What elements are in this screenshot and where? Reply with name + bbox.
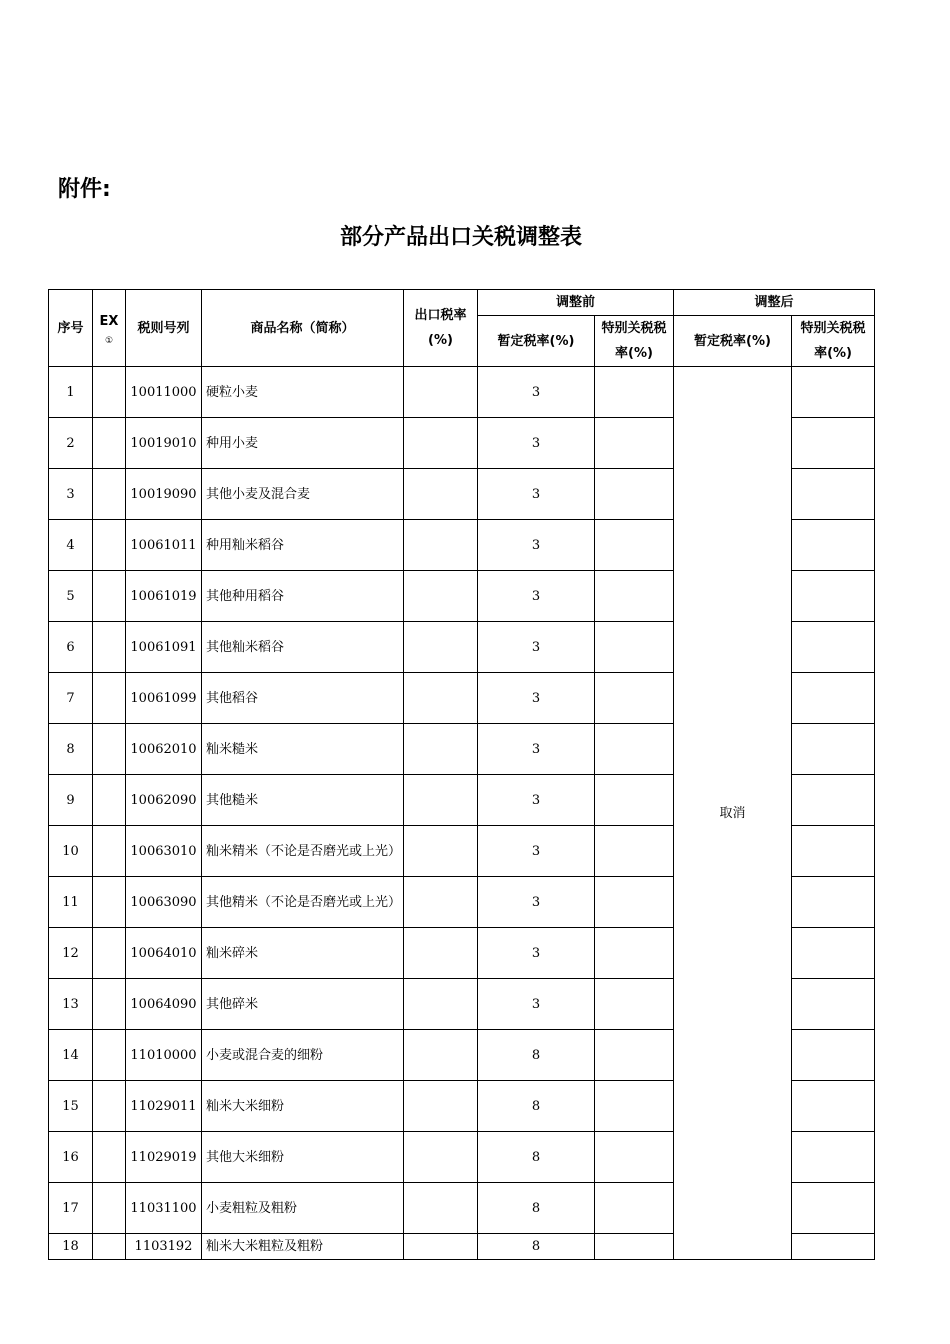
cell-export-rate <box>404 1132 478 1183</box>
cell-ex <box>93 1081 126 1132</box>
cell-ex <box>93 979 126 1030</box>
cell-ex <box>93 928 126 979</box>
cell-export-rate <box>404 877 478 928</box>
cell-export-rate <box>404 622 478 673</box>
cell-ex <box>93 826 126 877</box>
attachment-label: 附件: <box>58 177 111 202</box>
header-seq: 序号 <box>49 290 93 367</box>
cell-after-special <box>792 928 875 979</box>
header-before-special: 特别关税税率(%) <box>595 316 674 367</box>
cell-before-special <box>595 469 674 520</box>
cell-before-provisional: 8 <box>478 1234 595 1260</box>
cell-after-provisional-cancel: 取消 <box>674 367 792 1260</box>
cell-name: 其他碎米 <box>202 979 404 1030</box>
cell-seq: 8 <box>49 724 93 775</box>
cell-code: 11031100 <box>126 1183 202 1234</box>
cell-before-provisional: 3 <box>478 418 595 469</box>
cell-name: 其他大米细粉 <box>202 1132 404 1183</box>
cell-before-provisional: 3 <box>478 979 595 1030</box>
cell-export-rate <box>404 1234 478 1260</box>
cell-seq: 18 <box>49 1234 93 1260</box>
cell-after-special <box>792 724 875 775</box>
cell-before-special <box>595 928 674 979</box>
cell-code: 10064090 <box>126 979 202 1030</box>
cell-after-special <box>792 571 875 622</box>
cell-before-provisional: 8 <box>478 1030 595 1081</box>
cell-code: 10063090 <box>126 877 202 928</box>
cell-name: 籼米糙米 <box>202 724 404 775</box>
cell-name: 种用籼米稻谷 <box>202 520 404 571</box>
cell-before-special <box>595 520 674 571</box>
cell-before-provisional: 3 <box>478 469 595 520</box>
cell-before-special <box>595 775 674 826</box>
cell-export-rate <box>404 418 478 469</box>
cell-before-special <box>595 418 674 469</box>
cell-export-rate <box>404 826 478 877</box>
cell-name: 籼米精米（不论是否磨光或上光） <box>202 826 404 877</box>
cell-seq: 2 <box>49 418 93 469</box>
cell-export-rate <box>404 571 478 622</box>
cell-export-rate <box>404 1030 478 1081</box>
cell-code: 11029019 <box>126 1132 202 1183</box>
cell-code: 10063010 <box>126 826 202 877</box>
cell-name: 种用小麦 <box>202 418 404 469</box>
cell-seq: 3 <box>49 469 93 520</box>
cell-name: 小麦粗粒及粗粉 <box>202 1183 404 1234</box>
cell-seq: 16 <box>49 1132 93 1183</box>
document-title: 部分产品出口关税调整表 <box>339 225 582 250</box>
cell-ex <box>93 418 126 469</box>
cell-before-special <box>595 877 674 928</box>
cell-export-rate <box>404 367 478 418</box>
cell-code: 10019010 <box>126 418 202 469</box>
cell-code: 10019090 <box>126 469 202 520</box>
cell-export-rate <box>404 673 478 724</box>
cell-code: 1103192 <box>126 1234 202 1260</box>
cell-before-special <box>595 571 674 622</box>
cell-before-provisional: 8 <box>478 1183 595 1234</box>
cell-before-special <box>595 826 674 877</box>
tariff-table <box>48 289 875 1260</box>
cell-export-rate <box>404 1183 478 1234</box>
cell-before-special <box>595 1132 674 1183</box>
cell-after-special <box>792 826 875 877</box>
cell-before-provisional: 3 <box>478 673 595 724</box>
header-ex <box>93 290 126 367</box>
cell-before-special <box>595 724 674 775</box>
cell-seq: 12 <box>49 928 93 979</box>
cell-name: 其他籼米稻谷 <box>202 622 404 673</box>
header-after-special: 特别关税税率(%) <box>792 316 875 367</box>
cell-after-special <box>792 1030 875 1081</box>
cell-before-provisional: 8 <box>478 1132 595 1183</box>
cell-seq: 14 <box>49 1030 93 1081</box>
cell-after-special <box>792 1234 875 1260</box>
cell-code: 10061019 <box>126 571 202 622</box>
cell-before-provisional: 3 <box>478 367 595 418</box>
cell-export-rate <box>404 775 478 826</box>
cell-before-special <box>595 1234 674 1260</box>
cell-seq: 4 <box>49 520 93 571</box>
cell-before-special <box>595 673 674 724</box>
cell-name: 籼米碎米 <box>202 928 404 979</box>
cell-before-special <box>595 1030 674 1081</box>
cell-name: 其他精米（不论是否磨光或上光） <box>202 877 404 928</box>
cell-name: 籼米大米粗粒及粗粉 <box>202 1234 404 1260</box>
cell-code: 10062090 <box>126 775 202 826</box>
cell-ex <box>93 1030 126 1081</box>
cell-ex <box>93 877 126 928</box>
cell-after-special <box>792 367 875 418</box>
cell-export-rate <box>404 520 478 571</box>
cell-after-special <box>792 673 875 724</box>
cell-seq: 15 <box>49 1081 93 1132</box>
header-after-provisional: 暂定税率(%) <box>674 316 792 367</box>
header-before-provisional: 暂定税率(%) <box>478 316 595 367</box>
cell-name: 小麦或混合麦的细粉 <box>202 1030 404 1081</box>
header-before-group: 调整前 <box>478 290 674 316</box>
header-name: 商品名称（简称） <box>202 290 404 367</box>
cell-after-special <box>792 1132 875 1183</box>
cell-ex <box>93 469 126 520</box>
cell-before-provisional: 3 <box>478 826 595 877</box>
cell-ex <box>93 1132 126 1183</box>
cell-export-rate <box>404 1081 478 1132</box>
header-ex-label: EX <box>99 313 119 329</box>
tariff-table-body <box>49 367 875 1260</box>
cell-export-rate <box>404 928 478 979</box>
cell-after-special <box>792 775 875 826</box>
header-after-group: 调整后 <box>674 290 875 316</box>
cell-seq: 1 <box>49 367 93 418</box>
cell-seq: 13 <box>49 979 93 1030</box>
cell-before-special <box>595 1081 674 1132</box>
cell-code: 10061011 <box>126 520 202 571</box>
cell-ex <box>93 1234 126 1260</box>
cell-ex <box>93 520 126 571</box>
cell-seq: 9 <box>49 775 93 826</box>
header-code: 税则号列 <box>126 290 202 367</box>
cell-export-rate <box>404 724 478 775</box>
cell-after-special <box>792 1183 875 1234</box>
cell-name: 籼米大米细粉 <box>202 1081 404 1132</box>
cell-after-special <box>792 1081 875 1132</box>
cell-ex <box>93 724 126 775</box>
cell-ex <box>93 775 126 826</box>
cell-after-special <box>792 469 875 520</box>
cell-before-provisional: 3 <box>478 571 595 622</box>
cell-code: 10061099 <box>126 673 202 724</box>
cell-after-special <box>792 622 875 673</box>
cell-ex <box>93 622 126 673</box>
cell-export-rate <box>404 469 478 520</box>
cell-ex <box>93 673 126 724</box>
cell-before-special <box>595 979 674 1030</box>
cell-before-provisional: 3 <box>478 928 595 979</box>
cell-seq: 17 <box>49 1183 93 1234</box>
cell-name: 其他糙米 <box>202 775 404 826</box>
cell-ex <box>93 367 126 418</box>
cell-code: 10064010 <box>126 928 202 979</box>
cell-ex <box>93 571 126 622</box>
cell-before-special <box>595 1183 674 1234</box>
cell-before-provisional: 3 <box>478 724 595 775</box>
cell-code: 11010000 <box>126 1030 202 1081</box>
cell-name: 硬粒小麦 <box>202 367 404 418</box>
cell-after-special <box>792 520 875 571</box>
cell-seq: 11 <box>49 877 93 928</box>
cell-name: 其他稻谷 <box>202 673 404 724</box>
cell-after-special <box>792 418 875 469</box>
cell-before-provisional: 3 <box>478 520 595 571</box>
cell-code: 10061091 <box>126 622 202 673</box>
cell-before-provisional: 3 <box>478 622 595 673</box>
cell-code: 11029011 <box>126 1081 202 1132</box>
cell-ex <box>93 1183 126 1234</box>
header-export-rate: 出口税率(%) <box>404 290 478 367</box>
cell-seq: 5 <box>49 571 93 622</box>
cell-before-special <box>595 367 674 418</box>
header-ex-footnote-mark: ① <box>104 335 114 346</box>
table-row <box>49 367 875 418</box>
cell-code: 10062010 <box>126 724 202 775</box>
cell-name: 其他小麦及混合麦 <box>202 469 404 520</box>
cell-after-special <box>792 979 875 1030</box>
cell-code: 10011000 <box>126 367 202 418</box>
cell-name: 其他种用稻谷 <box>202 571 404 622</box>
cell-before-provisional: 3 <box>478 877 595 928</box>
cell-before-provisional: 8 <box>478 1081 595 1132</box>
cell-seq: 10 <box>49 826 93 877</box>
cell-before-special <box>595 622 674 673</box>
cell-before-provisional: 3 <box>478 775 595 826</box>
cell-seq: 7 <box>49 673 93 724</box>
cell-seq: 6 <box>49 622 93 673</box>
cell-export-rate <box>404 979 478 1030</box>
cell-after-special <box>792 877 875 928</box>
